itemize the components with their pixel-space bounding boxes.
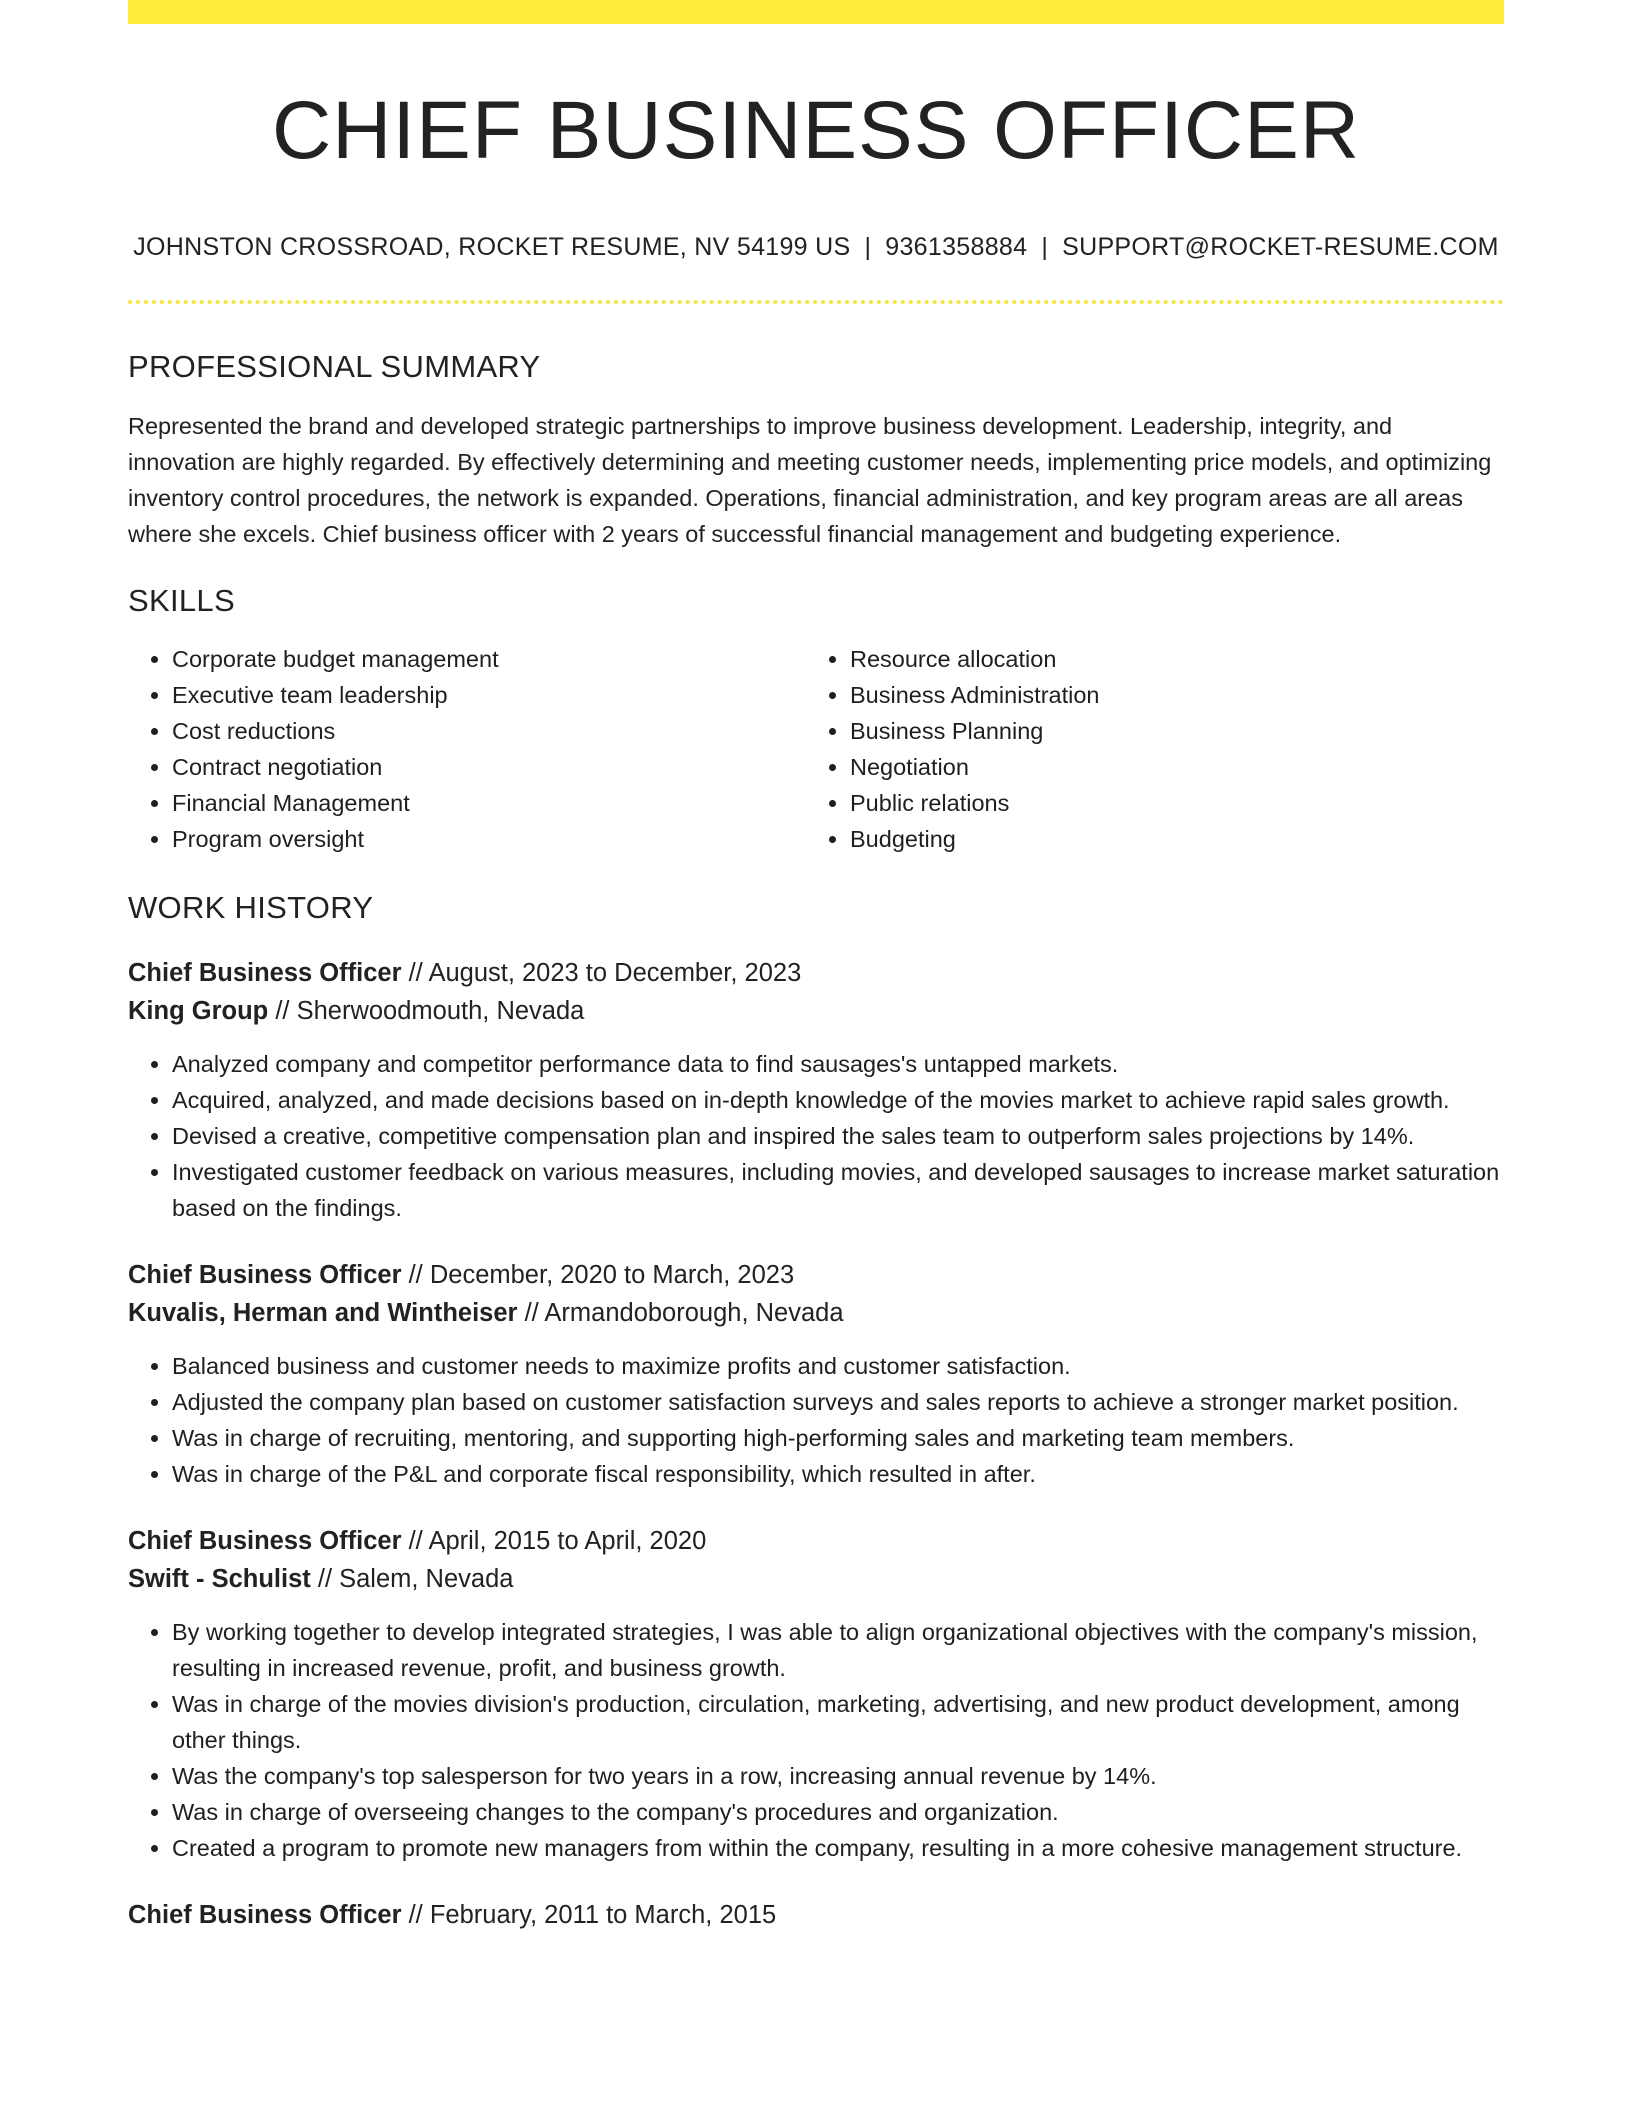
job-dates: // December, 2020 to March, 2023 [408,1260,795,1289]
job-bullet: • Created a program to promote new managers from within the company, resulting in a more cohesive management structure. [172,1830,1504,1866]
job-location: // Armandoborough, Nevada [524,1298,844,1327]
job-bullet: • By working together to develop integrated strategies, I was able to align organizational objectives with the company's mission, resulting in increased revenue, profit, and business growth. [172,1614,1504,1686]
skill-item: • Financial Management [172,785,806,821]
job-title-line [128,1522,1504,1560]
skills-section [128,582,1504,857]
skill-item: • Business Planning [850,713,1484,749]
job-entry [128,1522,1504,1866]
resume-title: CHIEF BUSINESS OFFICER [271,85,1361,176]
job-company-line [128,1294,1504,1332]
skill-item: • Executive team leadership [172,677,806,713]
contact-phone: 9361358884 [885,233,1028,262]
job-bullets [128,1348,1504,1492]
job-bullet: • Analyzed company and competitor performance data to find sausages's untapped markets. [172,1046,1504,1082]
job-title: Chief Business Officer [128,958,402,987]
job-dates: // August, 2023 to December, 2023 [408,958,802,987]
skills-list-right [806,641,1484,857]
job-title-line [128,1896,1504,1934]
contact-line [128,232,1504,262]
job-title-line [128,954,1504,992]
skill-item: • Business Administration [850,677,1484,713]
contact-separator: | [864,233,872,262]
contact-address: JOHNSTON CROSSROAD, ROCKET RESUME, NV 54199 US [133,233,851,262]
job-bullet: • Was in charge of the movies division's production, circulation, marketing, advertising, and new product development, among other things. [172,1686,1504,1758]
skill-item: • Public relations [850,785,1484,821]
job-bullet: • Investigated customer feedback on various measures, including movies, and developed sausages to increase market saturation based on the findings. [172,1154,1504,1226]
job-dates: // February, 2011 to March, 2015 [408,1900,777,1929]
job-title: Chief Business Officer [128,1526,402,1555]
contact-separator: | [1041,233,1049,262]
skill-item: • Program oversight [172,821,806,857]
job-bullet: • Was in charge of the P&L and corporate fiscal responsibility, which resulted in after. [172,1456,1504,1492]
section-heading-summary: PROFESSIONAL SUMMARY [128,349,541,385]
job-bullets [128,1046,1504,1226]
skill-item: • Resource allocation [850,641,1484,677]
job-location: // Salem, Nevada [317,1564,514,1593]
job-location: // Sherwoodmouth, Nevada [275,996,585,1025]
job-company: Swift - Schulist [128,1564,311,1593]
section-heading-skills: SKILLS [128,582,235,618]
job-dates: // April, 2015 to April, 2020 [408,1526,707,1555]
job-company: King Group [128,996,269,1025]
dotted-divider [128,300,1504,304]
work-history-section [128,889,1504,1934]
skill-item: • Contract negotiation [172,749,806,785]
skill-item: • Cost reductions [172,713,806,749]
accent-bar [128,0,1504,24]
job-bullet: • Acquired, analyzed, and made decisions based on in-depth knowledge of the movies market to achieve rapid sales growth. [172,1082,1504,1118]
job-bullet: • Was in charge of overseeing changes to the company's procedures and organization. [172,1794,1504,1830]
job-company: Kuvalis, Herman and Wintheiser [128,1298,518,1327]
job-bullet: • Balanced business and customer needs to maximize profits and customer satisfaction. [172,1348,1504,1384]
skills-columns [128,641,1504,857]
job-title-line [128,1256,1504,1294]
job-company-line [128,1560,1504,1598]
job-entry [128,954,1504,1226]
summary-section [128,348,1504,551]
contact-email: SUPPORT@ROCKET-RESUME.COM [1062,233,1499,262]
job-bullet: • Adjusted the company plan based on customer satisfaction surveys and sales reports to achieve a stronger market position. [172,1384,1504,1420]
section-heading-work-history: WORK HISTORY [128,889,374,925]
job-title: Chief Business Officer [128,1900,402,1929]
job-title: Chief Business Officer [128,1260,402,1289]
job-bullet: • Devised a creative, competitive compensation plan and inspired the sales team to outperform sales projections by 14%. [172,1118,1504,1154]
skill-item: • Negotiation [850,749,1484,785]
job-bullet: • Was in charge of recruiting, mentoring, and supporting high-performing sales and marketing team members. [172,1420,1504,1456]
skills-list-left [128,641,806,857]
job-company-line [128,992,1504,1030]
skill-item: • Corporate budget management [172,641,806,677]
job-entry [128,1256,1504,1492]
summary-text: Represented the brand and developed strategic partnerships to improve business development. Leadership, integrity, and innovation are highly regarded. By effectively determining and meeting customer needs, implementing price models, and optimizing inventory control procedures, the network is expanded. Operations, financial administration, and key program areas are all areas where she excels. Chief business officer with 2 years of successful financial management and budgeting experience. [128,412,1492,547]
resume-page [128,0,1504,1934]
job-entry [128,1896,1504,1934]
skill-item: • Budgeting [850,821,1484,857]
job-bullets [128,1614,1504,1866]
job-bullet: • Was the company's top salesperson for two years in a row, increasing annual revenue by 14%. [172,1758,1504,1794]
